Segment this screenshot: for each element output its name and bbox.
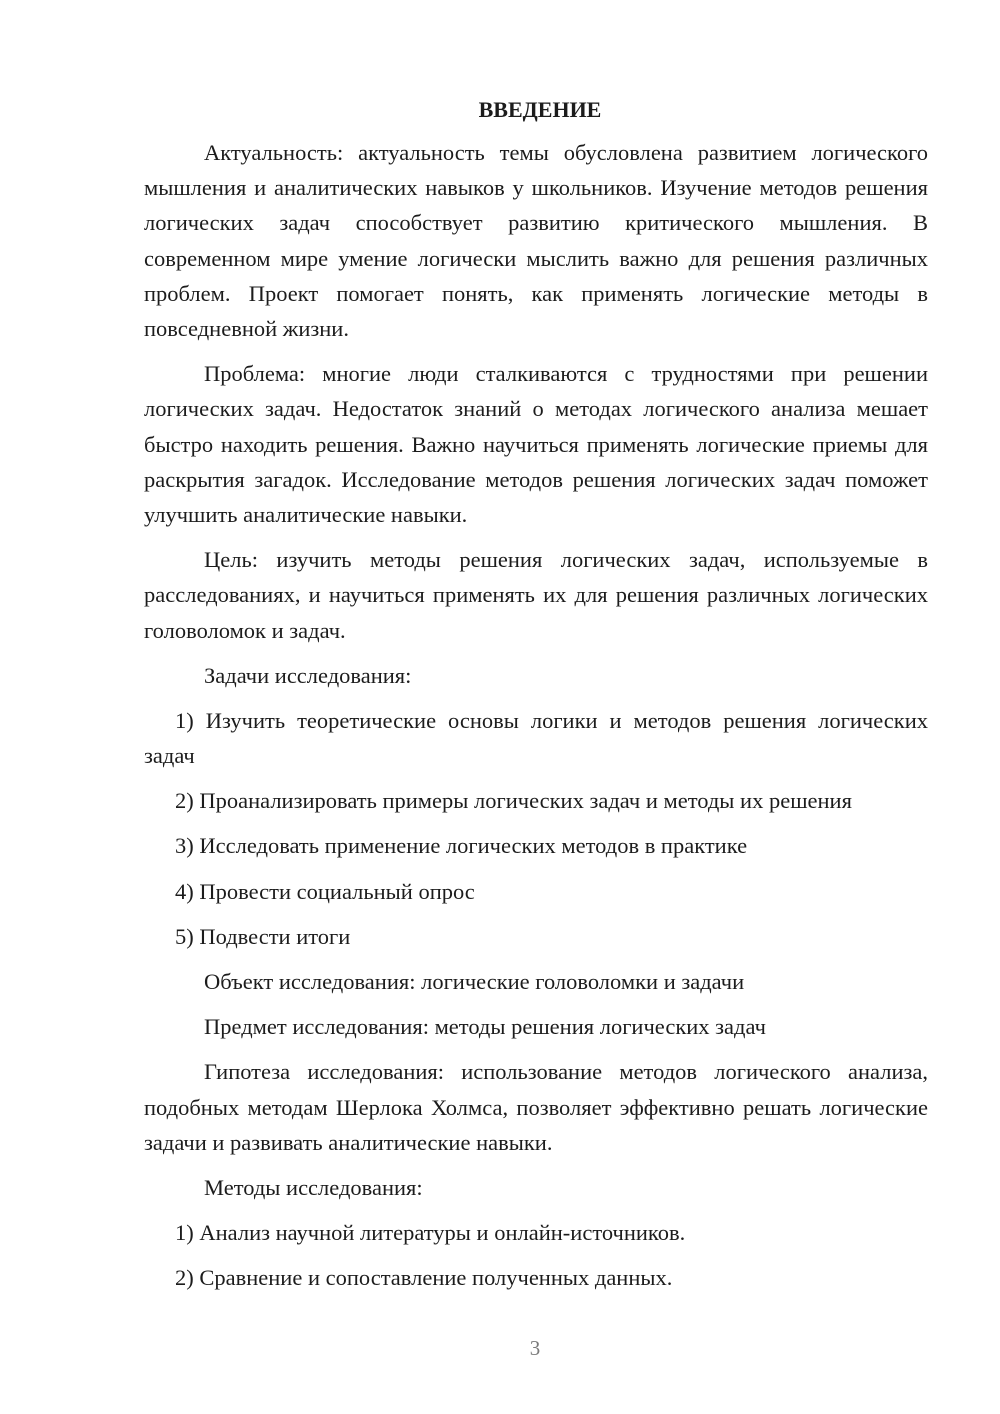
task-item: 1) Изучить теоретические основы логики и методов решения логических задач [144,707,928,769]
research-object: Объект исследования: логические головоломки и задачи [204,969,745,995]
problem-paragraph: Проблема: многие люди сталкиваются с трудностями при решении логических задач. Недостаток знаний о методах логического анализа мешает быстро находить решения. Важно научиться применять логические приемы для раскрытия загадок. Исследование методов решения логических задач поможет улучшить аналитические навыки. [144,361,928,528]
page-title: ВВЕДЕНИЕ [478,97,602,122]
task-item: 4) Провести социальный опрос [175,878,475,904]
relevance-paragraph: Актуальность: актуальность темы обусловлена развитием логического мышления и аналитических навыков у школьников. Изучение методов решения логических задач способствует развитию критического мышления. В современном мире умение логически мыслить важно для решения различных проблем. Проект помогает понять, как применять логические методы в повседневной жизни. [144,140,928,342]
method-item: 1) Анализ научной литературы и онлайн-источников. [175,1220,686,1246]
tasks-label: Задачи исследования: [204,662,412,688]
research-subject: Предмет исследования: методы решения логических задач [204,1014,766,1040]
hypothesis-paragraph: Гипотеза исследования: использование методов логического анализа, подобных методам Шерлока Холмса, позволяет эффективно решать логические задачи и развивать аналитические навыки. [144,1059,928,1155]
methods-label: Методы исследования: [204,1175,423,1201]
page-number: 3 [529,1336,541,1360]
goal-paragraph: Цель: изучить методы решения логических задач, используемые в расследованиях, и научиться применять их для решения различных логических головоломок и задач. [144,547,928,643]
document-page [144,92,928,1305]
method-item: 2) Сравнение и сопоставление полученных данных. [175,1265,673,1291]
task-item: 3) Исследовать применение логических методов в практике [175,833,748,859]
task-item: 2) Проанализировать примеры логических задач и методы их решения [175,788,852,814]
task-item: 5) Подвести итоги [175,923,351,949]
